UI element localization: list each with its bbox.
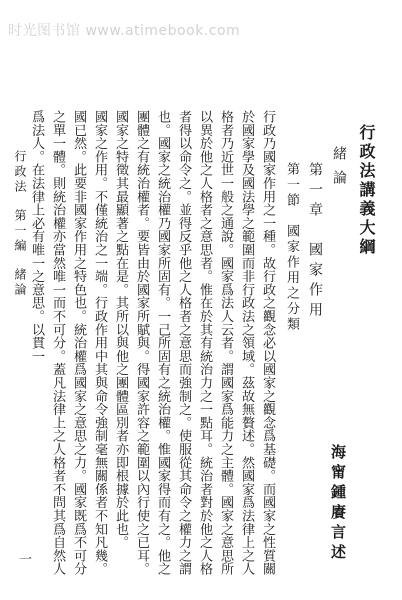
running-head-title: 行政法 bbox=[13, 150, 27, 195]
running-head-gap bbox=[20, 195, 21, 209]
running-head-part: 第一編 bbox=[13, 209, 27, 254]
section-heading: 第一節 國家作用之分類 bbox=[284, 162, 299, 333]
running-head-section: 緒論 bbox=[13, 268, 27, 298]
body-text bbox=[29, 110, 278, 588]
running-head-gap bbox=[20, 254, 21, 268]
book-title: 行政法講義大綱 bbox=[357, 124, 376, 257]
author-credit: 海甯鍾賡言述 bbox=[329, 444, 347, 564]
introduction-heading: 緒論 bbox=[331, 146, 347, 194]
chapter-heading: 第一章 國家作用 bbox=[307, 162, 323, 322]
page-number: 一 bbox=[16, 552, 31, 565]
running-head bbox=[12, 150, 29, 298]
paragraph-2: 國家之作用。不僅統治之一端。行政作用中其與命令強制毫無關係者不知凡幾。國已然。此要非國家作用之特色也。統治權爲國家之意思之力。國家既爲不可分之單一體。則統治權亦當然唯一而不可分。蓋凡法律上之人格者不問其爲自然人爲法人。在法律上必有唯一之意思。以貫一 bbox=[29, 110, 107, 576]
watermark-text: 时光图书馆 www.atimebook.com bbox=[8, 23, 241, 39]
paragraph-1: 行政乃國家作用之一種。故行政之觀念必以國家之觀念爲基礎。而國家之性質關於國家學及國法學之範圍而非行政法之領域。茲故無贅述。然國家爲法律上之人格者乃近世一般之通說。國家爲法人云者。謂國家爲能力之主體。國家之意思所以異於他之人格者之意思者。惟在於其有統治力之一點耳。統治者對於他之人格者得以命令之。並得反乎他之人格者之意思而強制之。使服從其命令之權力之謂也。國家之統治權乃國家所固有。一己所固有之統治權。惟國家得而有之。他之團體之有統治權者。要皆由於國家所賦與。得國家許容之範圍以內行使之已耳。國家之特徵其最顯著之點在是。其所以與他之團體區別者亦即根據於此也。 bbox=[113, 110, 275, 576]
